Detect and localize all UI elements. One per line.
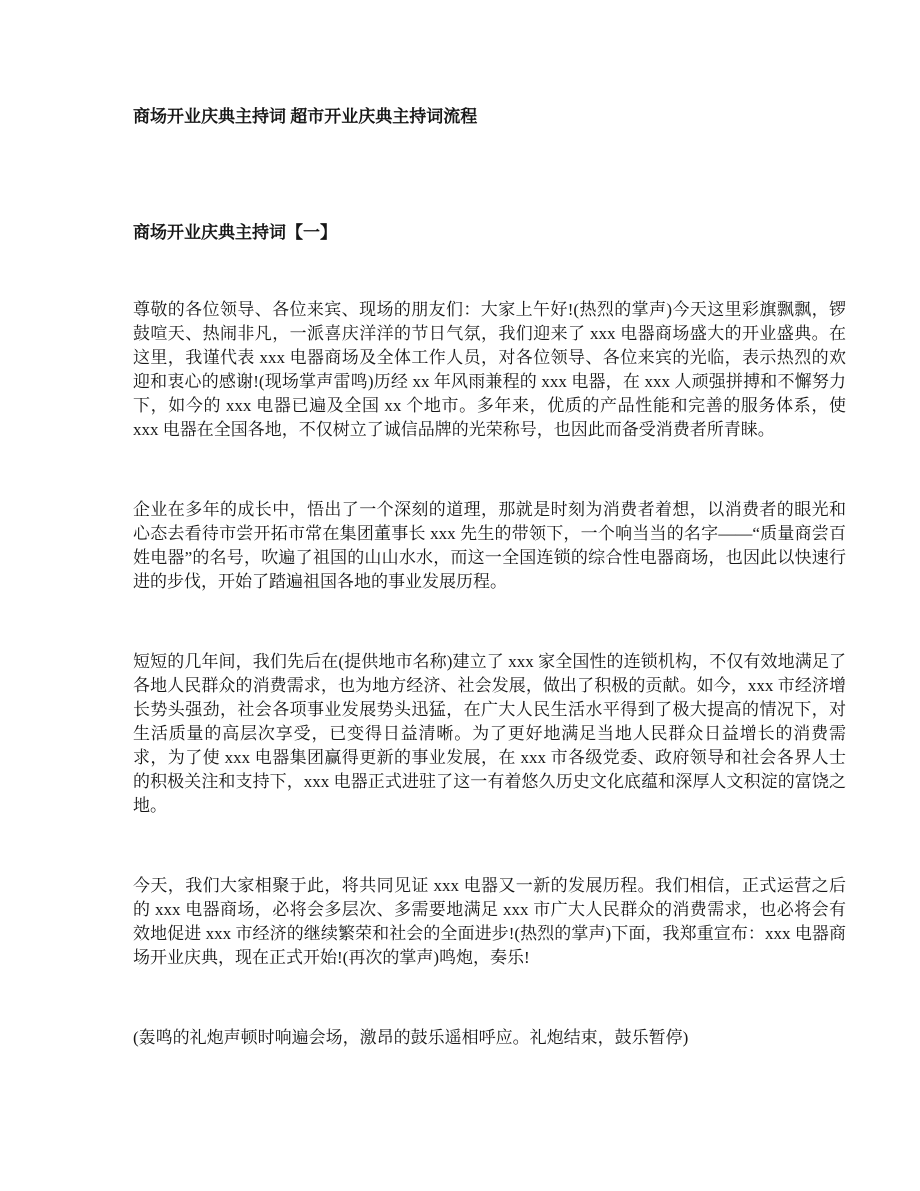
document-title: 商场开业庆典主持词 超市开业庆典主持词流程 [133,107,478,126]
section-heading: 商场开业庆典主持词【一】 [133,223,337,242]
paragraph-company-history: 企业在多年的成长中，悟出了一个深刻的道理，那就是时刻为消费者着想，以消费者的眼光和心态去看待市尝开拓市常在集团董事长 xxx 先生的带领下，一个响当当的名字——“质量商尝百姓电器”的名号，吹遍了祖国的山山水水，而这一全国连锁的综合性电器商场，也因此以快速行进的步伐，开始了踏遍祖国各地的事业发展历程。 [133,500,846,591]
paragraph-development: 短短的几年间，我们先后在(提供地市名称)建立了 xxx 家全国性的连锁机构，不仅有效地满足了各地人民群众的消费需求，也为地方经济、社会发展，做出了积极的贡献。如今，xxx 市经济增长势头强劲，社会各项事业发展势头迅猛，在广大人民生活水平得到了极大提高的情况下，对生活质量的高层次享受，已变得日益清晰。为了更好地满足当地人民群众日益增长的消费需求，为了使 xxx 电器集团赢得更新的事业发展，在 xxx 市各级党委、政府领导和社会各界人士的积极关注和支持下，xxx 电器正式进驻了这一有着悠久历史文化底蕴和深厚人文积淀的富饶之地。 [133,652,846,815]
paragraph-announcement: 今天，我们大家相聚于此，将共同见证 xxx 电器又一新的发展历程。我们相信，正式运营之后的 xxx 电器商场，必将会多层次、多需要地满足 xxx 市广大人民群众的消费需求，也必将会有效地促进 xxx 市经济的继续繁荣和社会的全面进步!(热烈的掌声)下面，我郑重宣布：xxx 电器商场开业庆典，现在正式开始!(再次的掌声)鸣炮，奏乐! [133,876,846,967]
stage-direction: (轰鸣的礼炮声顿时响遍会场，激昂的鼓乐遥相呼应。礼炮结束，鼓乐暂停) [133,1028,689,1047]
paragraph-welcome: 尊敬的各位领导、各位来宾、现场的朋友们：大家上午好!(热烈的掌声)今天这里彩旗飘飘，锣鼓喧天、热闹非凡，一派喜庆洋洋的节日气氛，我们迎来了 xxx 电器商场盛大的开业盛典。在这里，我谨代表 xxx 电器商场及全体工作人员，对各位领导、各位来宾的光临，表示热烈的欢迎和衷心的感谢!(现场掌声雷鸣)历经 xx 年风雨兼程的 xxx 电器，在 xxx 人顽强拼搏和不懈努力下，如今的 xxx 电器已遍及全国 xx 个地市。多年来，优质的产品性能和完善的服务体系，使 xxx 电器在全国各地，不仅树立了诚信品牌的光荣称号，也因此而备受消费者所青睐。 [133,300,846,439]
